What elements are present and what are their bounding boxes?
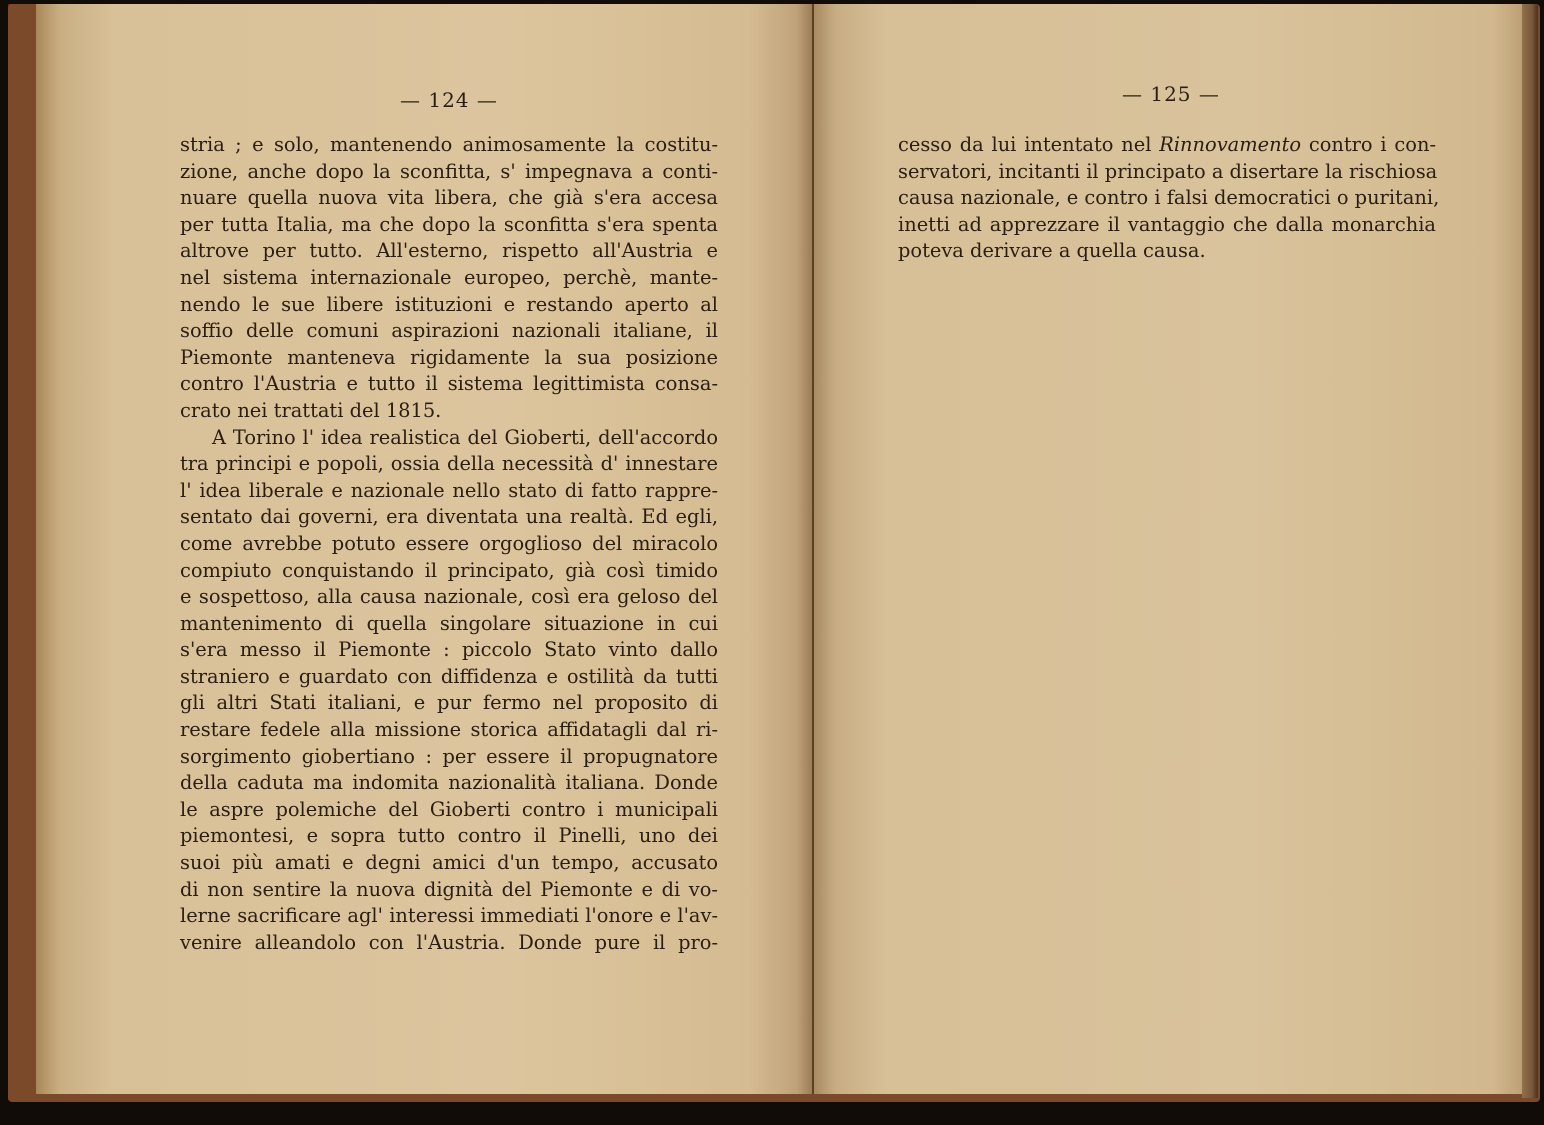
text-line: l' idea liberale e nazionale nello stato di fatto rappre- (180, 478, 718, 502)
right-page (814, 4, 1536, 1094)
text-line: compiuto conquistando il principato, già così timido (180, 558, 718, 582)
text-line: A Torino l' idea realistica del Gioberti, dell'accordo (212, 425, 718, 449)
text-line: come avrebbe potuto essere orgoglioso del miracolo (180, 531, 718, 555)
text-line: altrove per tutto. All'esterno, rispetto all'Austria e (180, 239, 718, 263)
text-line: nuare quella nuova vita libera, che già s'era accesa (180, 186, 718, 210)
left-page-number: — 124 — (400, 88, 498, 112)
text-line: Piemonte manteneva rigidamente la sua posizione (180, 345, 718, 369)
text-line: crato nei trattati del 1815. (180, 398, 442, 422)
text-line: zione, anche dopo la sconfitta, s' impegnava a conti- (180, 159, 718, 183)
right-page-text (898, 132, 1440, 265)
book-fore-edge-right (1522, 4, 1538, 1098)
text-line: mantenimento di quella singolare situazione in cui (180, 611, 718, 635)
text-line: soffio delle comuni aspirazioni nazionali italiane, il (180, 319, 718, 343)
text-line: straniero e guardato con diffidenza e ostilità da tutti (180, 664, 718, 688)
text-line: contro l'Austria e tutto il sistema legittimista consa- (180, 372, 718, 396)
text-line: poteva derivare a quella causa. (898, 239, 1206, 263)
text-line: sorgimento giobertiano : per essere il propugnatore (180, 744, 718, 768)
text-line: per tutta Italia, ma che dopo la sconfitta s'era spenta (180, 212, 718, 236)
text-line: cesso da lui intentato nel Rinnovamento contro i con- (898, 133, 1436, 156)
text-line: le aspre polemiche del Gioberti contro i municipali (180, 797, 718, 821)
left-page-text (180, 132, 718, 956)
open-book (8, 4, 1540, 1102)
text-line: s'era messo il Piemonte : piccolo Stato vinto dallo (180, 638, 718, 662)
text-line: inetti ad apprezzare il vantaggio che dalla monarchia (898, 212, 1436, 236)
right-page-number: — 125 — (1122, 82, 1220, 106)
text-line: tra principi e popoli, ossia della necessità d' innestare (180, 452, 718, 476)
text-line: della caduta ma indomita nazionalità italiana. Donde (180, 771, 718, 795)
text-line: causa nazionale, e contro i falsi democratici o puritani, (898, 186, 1440, 210)
text-line: restare fedele alla missione storica affidatagli dal ri- (180, 718, 718, 742)
left-page (36, 4, 814, 1094)
text-line: piemontesi, e sopra tutto contro il Pinelli, uno dei (180, 824, 718, 848)
text-line: di non sentire la nuova dignità del Piemonte e di vo- (180, 877, 718, 901)
text-line: nel sistema internazionale europeo, perchè, mante- (180, 265, 718, 289)
text-line: nendo le sue libere istituzioni e restando aperto al (180, 292, 718, 316)
text-line: stria ; e solo, mantenendo animosamente la costitu- (180, 133, 718, 156)
italic-title: Rinnovamento (1159, 133, 1302, 156)
text-line: venire alleandolo con l'Austria. Donde pure il pro- (180, 930, 718, 954)
text-line: gli altri Stati italiani, e pur fermo nel proposito di (180, 691, 718, 715)
text-line: e sospettoso, alla causa nazionale, così era geloso del (180, 585, 718, 609)
text-line: servatori, incitanti il principato a disertare la rischiosa (898, 159, 1438, 183)
text-line: lerne sacrificare agl' interessi immediati l'onore e l'av- (180, 904, 718, 928)
text-line: sentato dai governi, era diventata una realtà. Ed egli, (180, 505, 718, 529)
text-line: suoi più amati e degni amici d'un tempo, accusato (180, 851, 718, 875)
